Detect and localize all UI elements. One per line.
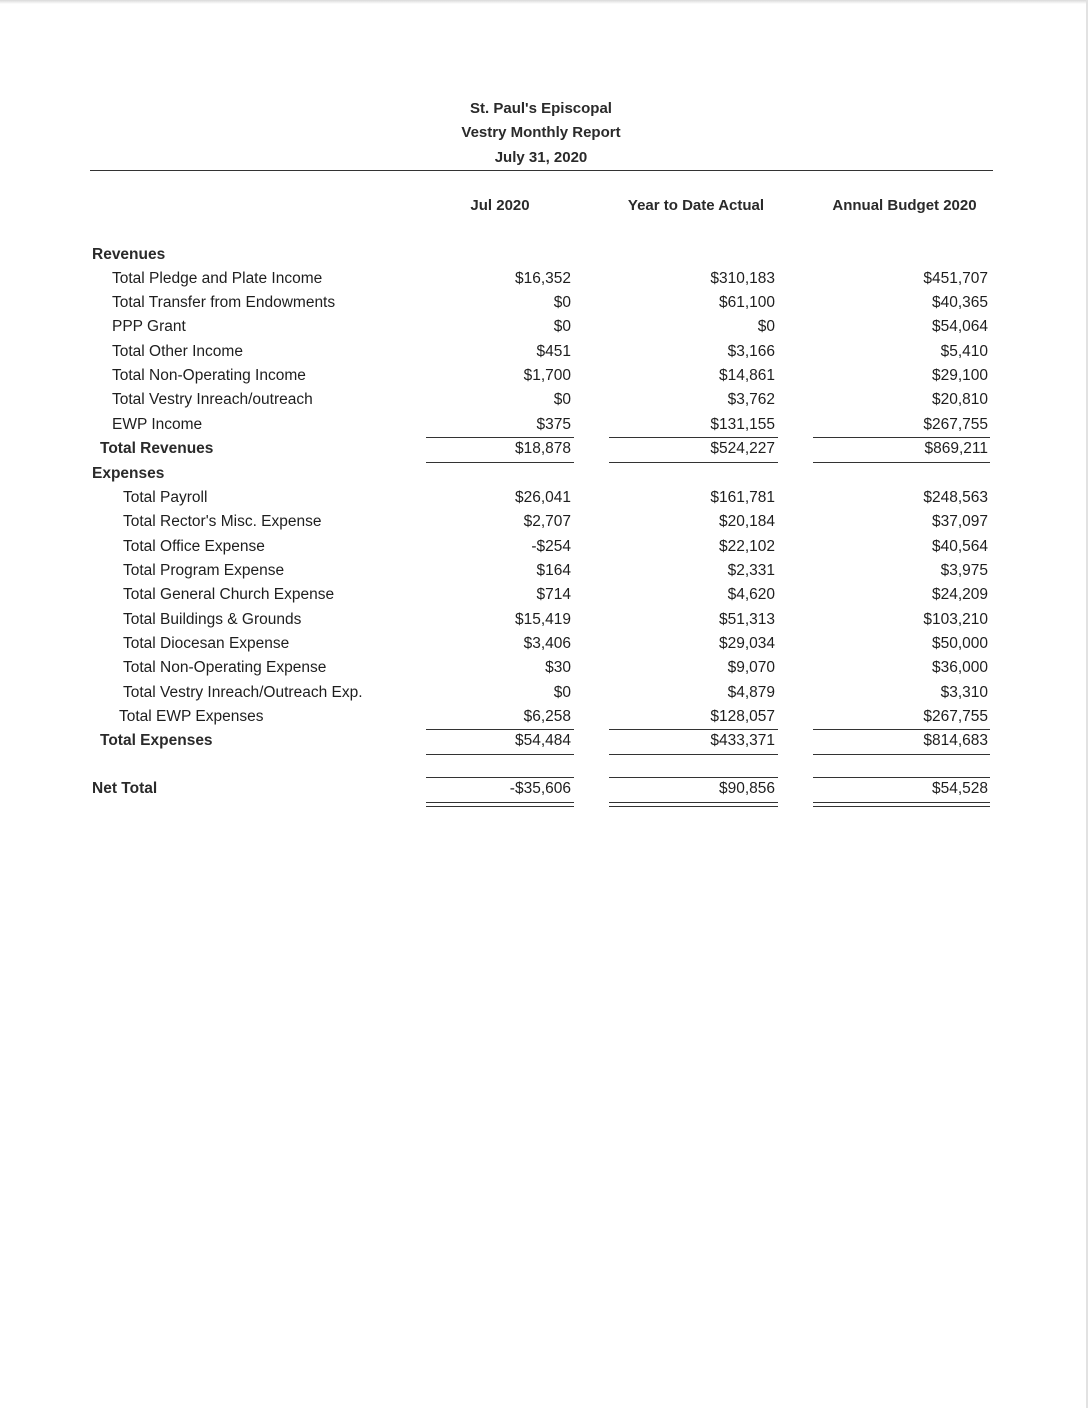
table-row <box>0 513 1088 537</box>
revenues-heading-row <box>0 246 1088 270</box>
value-ytd: $4,879 <box>727 684 775 701</box>
row-label: Total EWP Expenses <box>119 708 264 725</box>
double-rule <box>426 802 574 803</box>
value-month: $451 <box>536 343 571 360</box>
value-month: $375 <box>536 416 571 433</box>
net-total-rule <box>426 777 574 778</box>
value-budget: $3,310 <box>940 684 988 701</box>
table-row <box>0 586 1088 610</box>
row-label: Total Other Income <box>112 343 243 360</box>
value-budget: $5,410 <box>940 343 988 360</box>
value-ytd: $9,070 <box>727 659 775 676</box>
table-row <box>0 611 1088 635</box>
value-budget: $40,365 <box>931 294 988 311</box>
row-label: Total Payroll <box>123 489 208 506</box>
report-title: Vestry Monthly Report <box>461 124 621 141</box>
total-rule <box>426 754 574 755</box>
row-label: Total Pledge and Plate Income <box>112 270 323 287</box>
value-month: $0 <box>553 318 571 335</box>
value-month: $15,419 <box>514 611 571 628</box>
report-date: July 31, 2020 <box>494 149 588 166</box>
value-budget: $50,000 <box>931 635 988 652</box>
column-header-ytd: Year to Date Actual <box>627 197 765 214</box>
value-ytd: $61,100 <box>718 294 775 311</box>
row-label: PPP Grant <box>112 318 186 335</box>
value-budget: $24,209 <box>931 586 988 603</box>
value-month: $714 <box>536 586 571 603</box>
value-ytd: $2,331 <box>727 562 775 579</box>
value-budget: $248,563 <box>923 489 988 506</box>
row-label: Total Office Expense <box>123 538 265 555</box>
table-row <box>0 635 1088 659</box>
total-rule <box>609 462 778 463</box>
row-label: Total Revenues <box>100 440 214 457</box>
subtotal-rule <box>609 437 778 438</box>
value-budget: $451,707 <box>923 270 988 287</box>
row-label: Total Transfer from Endowments <box>112 294 336 311</box>
double-rule <box>813 806 990 807</box>
value-month: $164 <box>536 562 571 579</box>
value-ytd: $90,856 <box>718 780 775 797</box>
subtotal-rule <box>813 729 990 730</box>
row-label: Total Vestry Inreach/outreach <box>112 391 313 408</box>
row-label: EWP Income <box>112 416 203 433</box>
row-label: Total General Church Expense <box>123 586 335 603</box>
value-ytd: $161,781 <box>710 489 775 506</box>
value-month: $2,707 <box>523 513 571 530</box>
value-ytd: $29,034 <box>718 635 775 652</box>
column-header-budget: Annual Budget 2020 <box>832 197 977 214</box>
table-row <box>0 538 1088 562</box>
double-rule <box>813 802 990 803</box>
net-total-rule <box>813 777 990 778</box>
value-month: $0 <box>553 294 571 311</box>
row-label: Net Total <box>92 780 158 797</box>
subtotal-rule <box>813 437 990 438</box>
value-month: $1,700 <box>523 367 571 384</box>
value-budget: $29,100 <box>931 367 988 384</box>
table-row <box>0 294 1088 318</box>
value-budget: $54,528 <box>931 780 988 797</box>
value-month: $0 <box>553 391 571 408</box>
row-label: Total Rector's Misc. Expense <box>123 513 322 530</box>
total-expenses-row <box>0 732 1088 756</box>
net-total-row <box>0 780 1088 804</box>
row-label: Total Non-Operating Expense <box>123 659 327 676</box>
subtotal-rule <box>426 729 574 730</box>
header-rule <box>90 170 993 171</box>
total-rule <box>426 462 574 463</box>
table-row <box>0 270 1088 294</box>
table-row <box>0 562 1088 586</box>
value-ytd: $14,861 <box>718 367 775 384</box>
row-label: Total Buildings & Grounds <box>123 611 302 628</box>
value-ytd: $22,102 <box>718 538 775 555</box>
value-ytd: $433,371 <box>710 732 775 749</box>
subtotal-rule <box>609 729 778 730</box>
expenses-heading-row <box>0 465 1088 489</box>
subtotal-rule <box>426 437 574 438</box>
value-budget: $3,975 <box>940 562 988 579</box>
row-label: Total Vestry Inreach/Outreach Exp. <box>123 684 363 701</box>
table-row <box>0 684 1088 708</box>
value-budget: $40,564 <box>931 538 988 555</box>
value-budget: $103,210 <box>923 611 988 628</box>
value-month: $6,258 <box>523 708 571 725</box>
value-ytd: $524,227 <box>710 440 775 457</box>
total-rule <box>813 462 990 463</box>
total-rule <box>813 754 990 755</box>
value-ytd: $3,166 <box>727 343 775 360</box>
table-row <box>0 659 1088 683</box>
value-budget: $37,097 <box>931 513 988 530</box>
table-row <box>0 367 1088 391</box>
row-label: Total Expenses <box>100 732 213 749</box>
value-month: $26,041 <box>514 489 571 506</box>
value-budget: $267,755 <box>923 708 988 725</box>
row-label: Total Program Expense <box>123 562 285 579</box>
table-row <box>0 489 1088 513</box>
value-ytd: $51,313 <box>718 611 775 628</box>
double-rule <box>426 806 574 807</box>
value-budget: $814,683 <box>923 732 988 749</box>
value-ytd: $4,620 <box>727 586 775 603</box>
table-row <box>0 343 1088 367</box>
value-budget: $36,000 <box>931 659 988 676</box>
row-label: Total Non-Operating Income <box>112 367 306 384</box>
total-rule <box>609 754 778 755</box>
row-label: Total Diocesan Expense <box>123 635 290 652</box>
value-ytd: $131,155 <box>710 416 775 433</box>
value-ytd: $3,762 <box>727 391 775 408</box>
value-budget: $267,755 <box>923 416 988 433</box>
value-month: $0 <box>553 684 571 701</box>
table-row <box>0 391 1088 415</box>
organization-name: St. Paul's Episcopal <box>470 100 612 117</box>
double-rule <box>609 802 778 803</box>
section-heading: Expenses <box>92 465 165 482</box>
value-ytd: $20,184 <box>718 513 775 530</box>
value-budget: $54,064 <box>931 318 988 335</box>
column-header-month: Jul 2020 <box>470 197 530 214</box>
value-budget: $869,211 <box>924 440 988 457</box>
value-month: $54,484 <box>514 732 571 749</box>
value-ytd: $0 <box>757 318 775 335</box>
value-month: -$35,606 <box>509 780 571 797</box>
value-ytd: $128,057 <box>710 708 775 725</box>
value-month: $18,878 <box>514 440 571 457</box>
value-month: $16,352 <box>514 270 571 287</box>
value-month: $3,406 <box>523 635 571 652</box>
table-row <box>0 318 1088 342</box>
section-heading: Revenues <box>92 246 166 263</box>
total-revenues-row <box>0 440 1088 464</box>
double-rule <box>609 806 778 807</box>
scan-edge-top <box>0 0 1088 4</box>
value-month: $30 <box>545 659 571 676</box>
value-budget: $20,810 <box>931 391 988 408</box>
net-total-rule <box>609 777 778 778</box>
value-ytd: $310,183 <box>710 270 775 287</box>
value-month: -$254 <box>531 538 571 555</box>
